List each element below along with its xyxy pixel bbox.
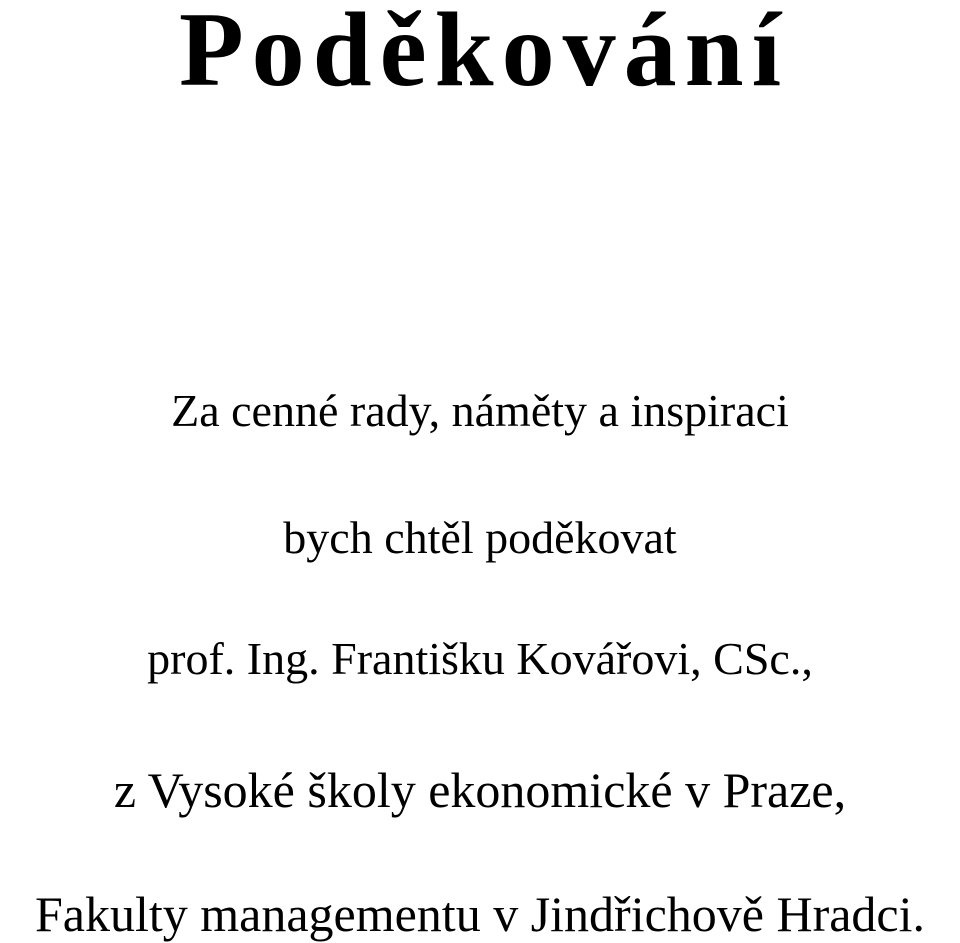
page-title: Poděkování [178,0,790,108]
acknowledgement-line-4: z Vysoké školy ekonomické v Praze, [113,762,847,818]
acknowledgement-line-5: Fakulty managementu v Jindřichově Hradci. [34,886,926,942]
acknowledgement-line-3: prof. Ing. Františku Kovářovi, CSc., [147,633,813,684]
acknowledgement-line-2: bych chtěl poděkovat [283,512,677,563]
acknowledgement-line-1: Za cenné rady, náměty a inspiraci [171,385,789,436]
